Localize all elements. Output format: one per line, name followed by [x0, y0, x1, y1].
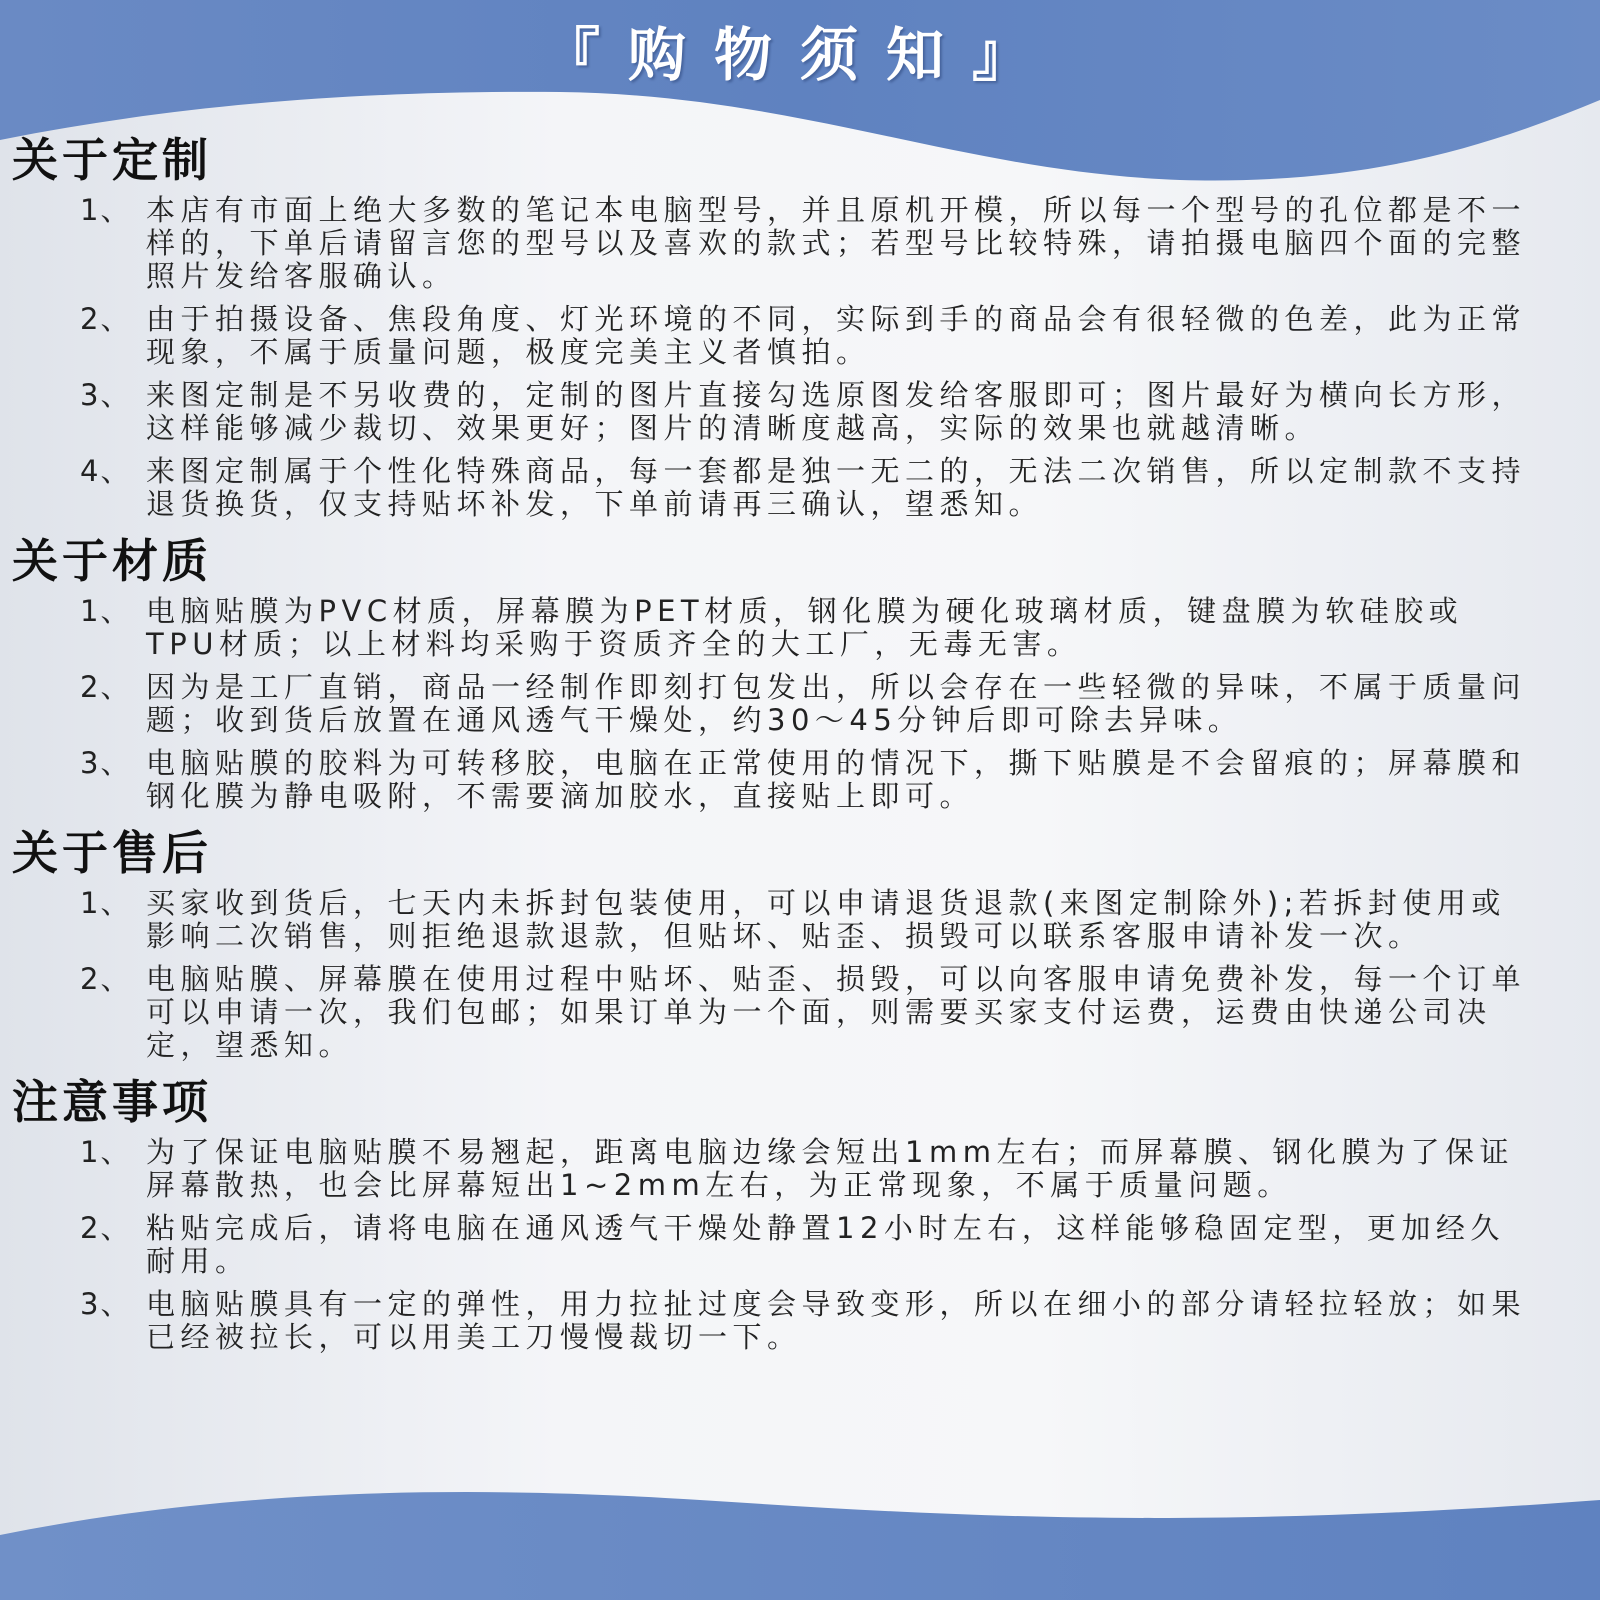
list-item	[80, 1288, 1528, 1354]
item-number: 1、	[80, 886, 132, 920]
item-number: 2、	[80, 1211, 132, 1245]
item-number: 2、	[80, 302, 132, 336]
item-text: 本店有市面上绝大多数的笔记本电脑型号，并且原机开模，所以每一个型号的孔位都是不一样的，下单后请留言您的型号以及喜欢的款式；若型号比较特殊，请拍摄电脑四个面的完整照片发给客服确认。	[146, 193, 1527, 293]
item-text: 电脑贴膜为PVC材质，屏幕膜为PET材质，钢化膜为硬化玻璃材质，键盘膜为软硅胶或TPU材质；以上材料均采购于资质齐全的大工厂，无毒无害。	[146, 594, 1464, 661]
list-item	[80, 595, 1528, 661]
list-item	[80, 379, 1528, 445]
item-number: 3、	[80, 746, 132, 780]
section-notes	[0, 1072, 1600, 1354]
list-item	[80, 671, 1528, 737]
section-title: 注意事项	[12, 1075, 212, 1129]
list-item	[80, 303, 1528, 369]
item-text: 因为是工厂直销，商品一经制作即刻打包发出，所以会存在一些轻微的异味，不属于质量问题；收到货后放置在通风透气干燥处，约30～45分钟后即可除去异味。	[146, 670, 1527, 737]
list-item	[80, 887, 1528, 953]
item-number: 3、	[80, 378, 132, 412]
item-number: 1、	[80, 193, 132, 227]
item-text: 为了保证电脑贴膜不易翘起，距离电脑边缘会短出1mm左右；而屏幕膜、钢化膜为了保证屏幕散热，也会比屏幕短出1~2mm左右，为正常现象，不属于质量问题。	[146, 1135, 1514, 1202]
item-text: 电脑贴膜、屏幕膜在使用过程中贴坏、贴歪、损毁，可以向客服申请免费补发，每一个订单可以申请一次，我们包邮；如果订单为一个面，则需要买家支付运费，运费由快递公司决定，望悉知。	[146, 962, 1527, 1062]
item-text: 由于拍摄设备、焦段角度、灯光环境的不同，实际到手的商品会有很轻微的色差，此为正常现象，不属于质量问题，极度完美主义者慎拍。	[146, 302, 1527, 369]
list-item	[80, 963, 1528, 1062]
list-item	[80, 1136, 1528, 1202]
list-item	[80, 1212, 1528, 1278]
section-title: 关于材质	[12, 534, 212, 588]
list-item	[80, 455, 1528, 521]
section-title: 关于定制	[12, 133, 212, 187]
section-after-sales	[0, 823, 1600, 1062]
section-title: 关于售后	[12, 826, 212, 880]
item-text: 来图定制是不另收费的，定制的图片直接勾选原图发给客服即可；图片最好为横向长方形，这样能够减少裁切、效果更好；图片的清晰度越高，实际的效果也就越清晰。	[146, 378, 1527, 445]
item-number: 4、	[80, 454, 132, 488]
item-number: 3、	[80, 1287, 132, 1321]
item-text: 粘贴完成后，请将电脑在通风透气干燥处静置12小时左右，这样能够稳固定型，更加经久耐用。	[146, 1211, 1505, 1278]
section-customization	[0, 130, 1600, 521]
list-item	[80, 747, 1528, 813]
item-number: 2、	[80, 962, 132, 996]
item-number: 1、	[80, 594, 132, 628]
notice-content	[0, 130, 1600, 1364]
item-text: 电脑贴膜的胶料为可转移胶，电脑在正常使用的情况下，撕下贴膜是不会留痕的；屏幕膜和钢化膜为静电吸附，不需要滴加胶水，直接贴上即可。	[146, 746, 1527, 813]
item-number: 1、	[80, 1135, 132, 1169]
list-item	[80, 194, 1528, 293]
item-number: 2、	[80, 670, 132, 704]
page-title: 『购物须知』	[541, 21, 1058, 89]
item-text: 来图定制属于个性化特殊商品，每一套都是独一无二的，无法二次销售，所以定制款不支持退货换货，仅支持贴坏补发，下单前请再三确认，望悉知。	[146, 454, 1527, 521]
item-text: 电脑贴膜具有一定的弹性，用力拉扯过度会导致变形，所以在细小的部分请轻拉轻放；如果已经被拉长，可以用美工刀慢慢裁切一下。	[146, 1287, 1527, 1354]
item-text: 买家收到货后，七天内未拆封包装使用，可以申请退货退款(来图定制除外);若拆封使用或影响二次销售，则拒绝退款退款，但贴坏、贴歪、损毁可以联系客服申请补发一次。	[146, 886, 1506, 953]
section-material	[0, 531, 1600, 813]
